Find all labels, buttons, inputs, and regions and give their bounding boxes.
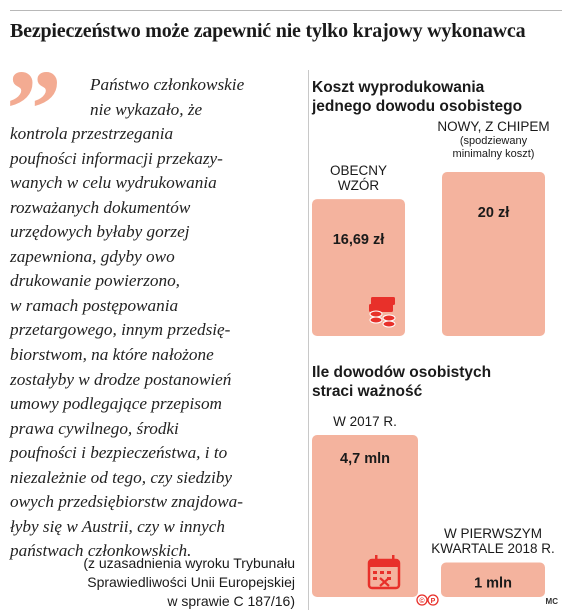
calendar-cell: [380, 571, 384, 574]
calendar-cell: [387, 571, 391, 574]
coin-shape: [370, 317, 382, 323]
coin-shape: [370, 311, 382, 317]
quote-line: niezależnie od tego, czy siedziby: [10, 467, 232, 487]
source-line: (z uzasadnienia wyroku Trybunału: [83, 555, 295, 571]
coin-shape: [383, 315, 395, 321]
banknote-shape: [371, 297, 395, 305]
quote-line: zapewniona, gdyby owo: [10, 246, 175, 266]
bar-value-label: 4,7 mln: [340, 451, 390, 467]
chart-title-line: Koszt wyprodukowania: [312, 79, 485, 96]
quote-line: wanych w celu wydrukowania: [10, 173, 217, 193]
chart-title-line: straci ważność: [312, 383, 423, 400]
bar-cost-1: [442, 172, 545, 336]
category-label: W 2017 R.: [333, 414, 397, 429]
quote-line: drukowanie powierzono,: [10, 271, 180, 291]
bar-value-label: 16,69 zł: [332, 232, 385, 249]
credit: [546, 597, 558, 606]
category-label: OBECNY: [329, 163, 388, 178]
bar-value-label: 1 mln: [474, 575, 512, 592]
quote-line: owych przedsiębiorstw znajdowa-: [10, 492, 243, 512]
quote-line: umowy podlegające przepisom: [10, 394, 222, 414]
copyright-glyph: P: [430, 598, 436, 605]
quote-line: poufności i bezpieczeństwa, i to: [10, 443, 228, 463]
quote-line: nie wykazało, że: [90, 99, 203, 119]
copyright-glyph: ©: [419, 598, 425, 605]
quote-line: przetargowego, innym przedsię-: [10, 320, 231, 340]
calendar-cell: [373, 571, 377, 574]
coin-shape: [383, 321, 395, 327]
quote-line: rozważanych dokumentów: [10, 197, 191, 217]
quote-line: biorstwom, na które nałożone: [10, 345, 214, 365]
calendar-ring: [392, 555, 395, 563]
quote-line: urzędowych byłaby gorzej: [10, 222, 190, 242]
chart-title-line: Ile dowodów osobistych: [312, 364, 492, 381]
category-label: (spodziewany: [459, 135, 528, 147]
quote-line: państwach członkowskich.: [10, 541, 192, 561]
quote-line: Państwo członkowskie: [90, 75, 245, 94]
quote-line: w ramach postępowania: [10, 295, 179, 315]
category-label: minimalny koszt): [452, 148, 535, 160]
category-label: W PIERWSZYM: [443, 526, 543, 541]
quote-line: łyby się w Austrii, czy w innych: [10, 516, 225, 536]
category-label: WZÓR: [337, 178, 380, 193]
category-label: KWARTALE 2018 R.: [431, 541, 555, 556]
headline: Bezpieczeństwo może zapewnić nie tylko krajowy wykonawca: [10, 20, 526, 42]
source-line: Sprawiedliwości Unii Europejskiej: [87, 574, 295, 590]
calendar-ring: [375, 555, 378, 563]
category-label: NOWY, Z CHIPEM: [437, 119, 550, 134]
quote-line: kontrola przestrzegania: [10, 124, 174, 144]
quote-mark: ”: [6, 48, 56, 172]
author-initials: MC: [545, 597, 558, 606]
quote-line: zostałyby w drodze postanowień: [10, 369, 232, 389]
banknote-shape: [369, 304, 393, 312]
quote-line: prawa cywilnego, środki: [10, 418, 179, 438]
bar-value-label: 20 zł: [477, 205, 510, 221]
calendar-cell: [373, 577, 377, 580]
quote-line: poufności informacji przekazy-: [10, 148, 223, 168]
source-line: w sprawie C 187/16): [167, 593, 295, 609]
chart-title-line: jednego dowodu osobistego: [312, 98, 523, 115]
